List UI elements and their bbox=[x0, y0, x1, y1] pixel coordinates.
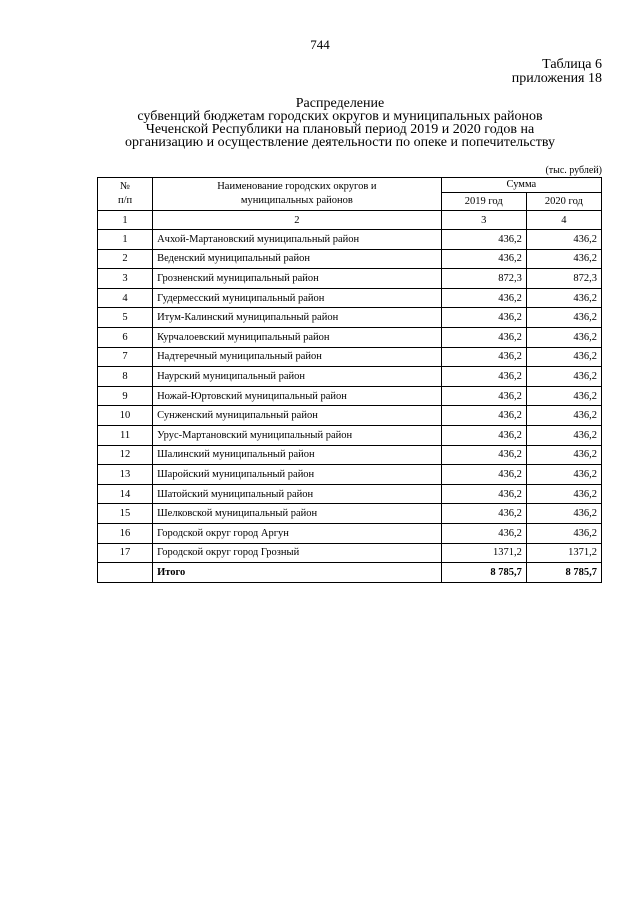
row-value-2020: 436,2 bbox=[526, 230, 601, 250]
row-name: Гудермесский муниципальный район bbox=[153, 288, 442, 308]
row-value-2019: 436,2 bbox=[441, 406, 526, 426]
header-number-line2: п/п bbox=[117, 195, 133, 206]
row-name: Сунженский муниципальный район bbox=[153, 406, 442, 426]
column-number-row bbox=[98, 211, 602, 230]
row-number: 11 bbox=[98, 425, 153, 445]
row-number: 14 bbox=[98, 484, 153, 504]
header-year-2019: 2019 год bbox=[441, 193, 526, 211]
column-number-4: 4 bbox=[526, 211, 601, 230]
row-name: Шаройский муниципальный район bbox=[153, 465, 442, 485]
column-number-2: 2 bbox=[153, 211, 442, 230]
table-row bbox=[98, 543, 602, 563]
row-name: Наурский муниципальный район bbox=[153, 367, 442, 387]
row-name: Курчалоевский муниципальный район bbox=[153, 327, 442, 347]
title-line3: Чеченской Республики на плановый период 2019 и 2020 годов на bbox=[145, 122, 535, 137]
subvention-table bbox=[97, 177, 602, 583]
row-name: Городской округ город Аргун bbox=[153, 523, 442, 543]
total-value-2020: 8 785,7 bbox=[526, 563, 601, 583]
row-value-2020: 436,2 bbox=[526, 288, 601, 308]
header-name-line1: Наименование городских округов и bbox=[217, 181, 377, 192]
row-name: Итум-Калинский муниципальный район bbox=[153, 308, 442, 328]
row-number: 17 bbox=[98, 543, 153, 563]
row-number: 3 bbox=[98, 269, 153, 289]
row-value-2019: 436,2 bbox=[441, 504, 526, 524]
header-number-line1: № bbox=[120, 181, 131, 192]
row-value-2020: 436,2 bbox=[526, 386, 601, 406]
row-value-2019: 872,3 bbox=[441, 269, 526, 289]
table-row bbox=[98, 249, 602, 269]
table-row bbox=[98, 269, 602, 289]
table-header-row bbox=[98, 178, 602, 193]
row-value-2020: 436,2 bbox=[526, 406, 601, 426]
row-number: 1 bbox=[98, 230, 153, 250]
row-value-2020: 1371,2 bbox=[526, 543, 601, 563]
table-row bbox=[98, 523, 602, 543]
row-name: Урус-Мартановский муниципальный район bbox=[153, 425, 442, 445]
row-name: Надтеречный муниципальный район bbox=[153, 347, 442, 367]
row-value-2020: 436,2 bbox=[526, 367, 601, 387]
row-number: 8 bbox=[98, 367, 153, 387]
row-name: Шатойский муниципальный район bbox=[153, 484, 442, 504]
row-name: Ачхой-Мартановский муниципальный район bbox=[153, 230, 442, 250]
row-number: 15 bbox=[98, 504, 153, 524]
header-name bbox=[153, 178, 442, 211]
row-value-2020: 436,2 bbox=[526, 347, 601, 367]
header-year-2020: 2020 год bbox=[526, 193, 601, 211]
table-row bbox=[98, 347, 602, 367]
table-row bbox=[98, 230, 602, 250]
title-line2: субвенций бюджетам городских округов и муниципальных районов bbox=[137, 109, 543, 124]
row-value-2020: 436,2 bbox=[526, 425, 601, 445]
title-line4: организацию и осуществление деятельности по опеке и попечительству bbox=[124, 135, 556, 150]
row-name: Городской округ город Грозный bbox=[153, 543, 442, 563]
row-number: 5 bbox=[98, 308, 153, 328]
row-value-2020: 436,2 bbox=[526, 249, 601, 269]
row-value-2019: 436,2 bbox=[441, 367, 526, 387]
table-row bbox=[98, 484, 602, 504]
row-name: Шалинский муниципальный район bbox=[153, 445, 442, 465]
table-row bbox=[98, 445, 602, 465]
table-caption-line2: приложения 18 bbox=[511, 71, 602, 86]
row-value-2019: 436,2 bbox=[441, 347, 526, 367]
document-title bbox=[60, 97, 620, 149]
total-label: Итого bbox=[153, 563, 442, 583]
table-row bbox=[98, 288, 602, 308]
row-value-2019: 436,2 bbox=[441, 288, 526, 308]
total-empty-cell bbox=[98, 563, 153, 583]
row-number: 4 bbox=[98, 288, 153, 308]
total-value-2019: 8 785,7 bbox=[441, 563, 526, 583]
column-number-3: 3 bbox=[441, 211, 526, 230]
header-number bbox=[98, 178, 153, 211]
row-value-2019: 436,2 bbox=[441, 308, 526, 328]
row-value-2020: 436,2 bbox=[526, 327, 601, 347]
row-value-2019: 436,2 bbox=[441, 386, 526, 406]
column-number-1: 1 bbox=[98, 211, 153, 230]
table-row bbox=[98, 425, 602, 445]
page-number: 744 bbox=[310, 37, 330, 52]
row-value-2019: 436,2 bbox=[441, 249, 526, 269]
row-number: 9 bbox=[98, 386, 153, 406]
row-name: Шелковской муниципальный район bbox=[153, 504, 442, 524]
table-caption-line1: Таблица 6 bbox=[542, 57, 602, 72]
row-name: Ножай-Юртовский муниципальный район bbox=[153, 386, 442, 406]
table-row bbox=[98, 406, 602, 426]
row-name: Грозненский муниципальный район bbox=[153, 269, 442, 289]
row-value-2019: 436,2 bbox=[441, 230, 526, 250]
header-sum: Сумма bbox=[441, 178, 601, 193]
table-row bbox=[98, 327, 602, 347]
row-number: 2 bbox=[98, 249, 153, 269]
row-value-2019: 436,2 bbox=[441, 327, 526, 347]
row-number: 12 bbox=[98, 445, 153, 465]
row-number: 13 bbox=[98, 465, 153, 485]
row-value-2019: 436,2 bbox=[441, 465, 526, 485]
row-value-2019: 1371,2 bbox=[441, 543, 526, 563]
row-value-2019: 436,2 bbox=[441, 445, 526, 465]
row-number: 16 bbox=[98, 523, 153, 543]
row-value-2019: 436,2 bbox=[441, 523, 526, 543]
units-note: (тыс. рублей) bbox=[545, 165, 602, 176]
row-number: 6 bbox=[98, 327, 153, 347]
row-value-2019: 436,2 bbox=[441, 425, 526, 445]
row-number: 7 bbox=[98, 347, 153, 367]
row-value-2020: 436,2 bbox=[526, 445, 601, 465]
header-name-line2: муниципальных районов bbox=[240, 195, 353, 206]
row-value-2020: 872,3 bbox=[526, 269, 601, 289]
row-value-2020: 436,2 bbox=[526, 484, 601, 504]
row-number: 10 bbox=[98, 406, 153, 426]
row-value-2020: 436,2 bbox=[526, 523, 601, 543]
table-row bbox=[98, 367, 602, 387]
title-line1: Распределение bbox=[295, 96, 385, 111]
table-row bbox=[98, 308, 602, 328]
table-caption bbox=[512, 58, 602, 86]
table-row bbox=[98, 386, 602, 406]
table-row bbox=[98, 504, 602, 524]
row-name: Веденский муниципальный район bbox=[153, 249, 442, 269]
row-value-2020: 436,2 bbox=[526, 504, 601, 524]
table-row bbox=[98, 465, 602, 485]
row-value-2019: 436,2 bbox=[441, 484, 526, 504]
row-value-2020: 436,2 bbox=[526, 465, 601, 485]
row-value-2020: 436,2 bbox=[526, 308, 601, 328]
total-row bbox=[98, 563, 602, 583]
